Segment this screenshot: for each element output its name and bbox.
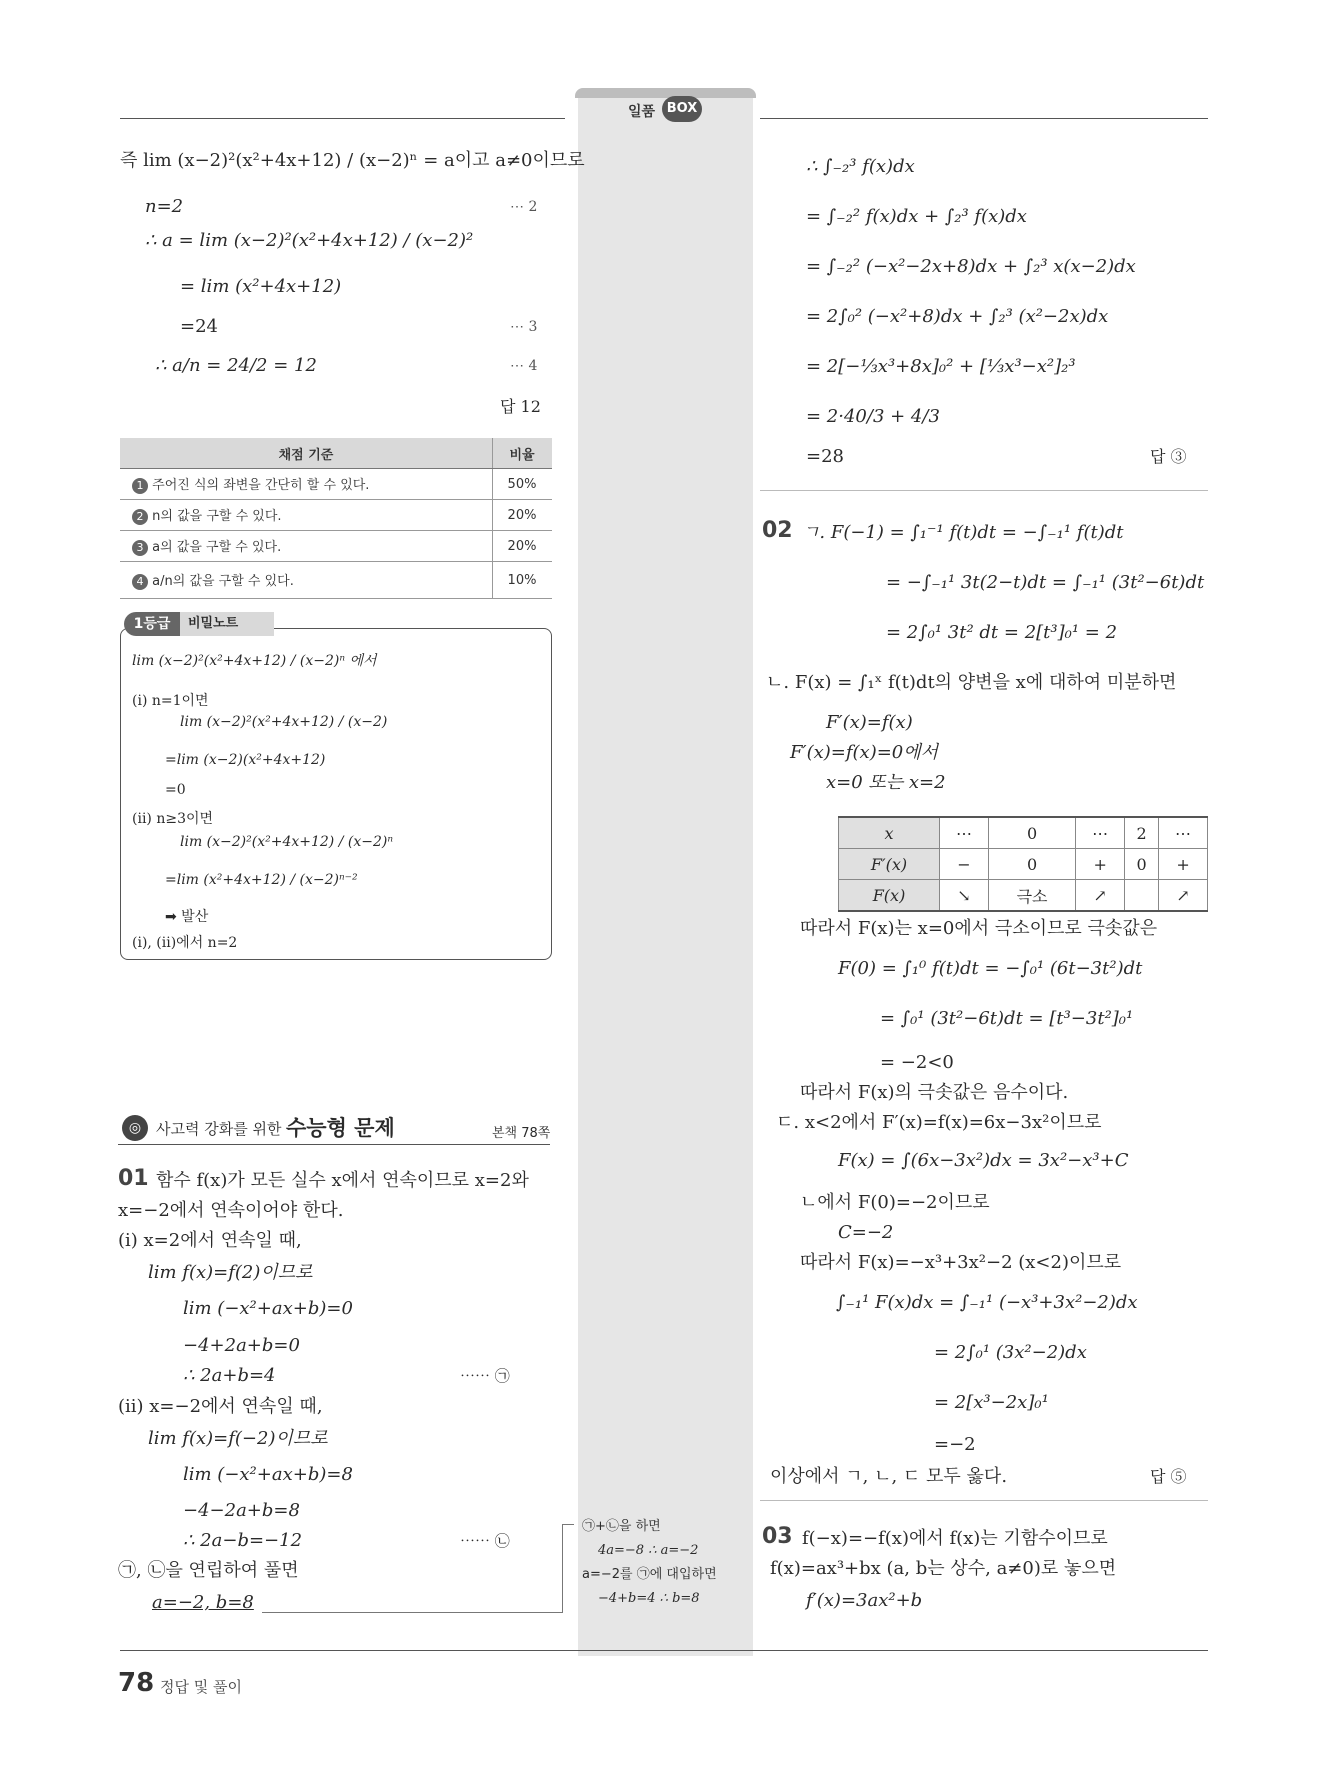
right-line-1: ∴ ∫₋₂³ f(x)dx [806, 156, 915, 177]
p02-line2-5: 따라서 F(x)의 극솟값은 음수이다. [800, 1082, 1069, 1103]
right-line-6: = 2·40/3 + 4/3 [806, 406, 940, 427]
p01-line-1: 함수 f(x)가 모든 실수 x에서 연속이므로 x=2와 [156, 1170, 529, 1191]
connector-v [562, 1524, 563, 1613]
table-row [839, 817, 1208, 849]
marker-4: ⋯ 4 [510, 358, 538, 374]
cell: ↗ [1076, 880, 1125, 912]
note-line-8: =lim (x²+4x+12) / (x−2)ⁿ⁻² [165, 872, 358, 888]
right-line-4: = 2∫₀² (−x²+8)dx + ∫₂³ (x²−2x)dx [806, 306, 1109, 327]
cell: + [1076, 849, 1125, 880]
p03-line-1: f(−x)=−f(x)에서 f(x)는 기함수이므로 [802, 1528, 1108, 1549]
p02-line-4: ㄴ. F(x) = ∫₁ˣ f(t)dt의 양변을 x에 대하여 미분하면 [766, 672, 1177, 693]
divider [760, 1500, 1208, 1501]
page-number: 78 [118, 1668, 155, 1698]
p02-line2-10: 따라서 F(x)=−x³+3x²−2 (x<2)이므로 [800, 1252, 1122, 1273]
score-ratio: 10% [493, 562, 553, 599]
left-line-2: n=2 [145, 196, 184, 217]
note-title: 비밀노트 [180, 612, 274, 636]
header-rule-left [120, 118, 565, 119]
p02-line2-7: F(x) = ∫(6x−3x²)dx = 3x²−x³+C [838, 1150, 1129, 1171]
score-text: n의 값을 구할 수 있다. [152, 509, 282, 525]
section-prefix: 사고력 강화를 위한 [156, 1120, 282, 1138]
box-badge: BOX [662, 96, 702, 122]
p02-line2-8: ㄴ에서 F(0)=−2이므로 [800, 1192, 990, 1213]
cell: ↘ [940, 880, 989, 912]
cell [1125, 880, 1159, 912]
table-row [839, 880, 1208, 912]
p02-line2-12: = 2∫₀¹ (3x²−2)dx [934, 1342, 1087, 1363]
note-line-9: ➡ 발산 [165, 909, 209, 925]
p02-line2-6: ㄷ. x<2에서 F′(x)=f(x)=6x−3x²이므로 [776, 1112, 1102, 1133]
problem-01-number: 01 [118, 1166, 149, 1191]
connector-tip [562, 1524, 574, 1525]
p02-line2-15: 이상에서 ㄱ, ㄴ, ㄷ 모두 옳다. [770, 1466, 1008, 1487]
cell: F′(x) [839, 849, 940, 880]
center-tab [575, 88, 756, 98]
table-row [120, 469, 552, 500]
p02-line-2: = −∫₋₁¹ 3t(2−t)dt = ∫₋₁¹ (3t²−6t)dt [886, 572, 1205, 593]
p02-line2-2: F(0) = ∫₁⁰ f(t)dt = −∫₀¹ (6t−3t²)dt [838, 958, 1143, 979]
note-line-5: =0 [165, 782, 186, 798]
p02-line-1: ㄱ. F(−1) = ∫₁⁻¹ f(t)dt = −∫₋₁¹ f(t)dt [802, 522, 1124, 543]
connector-h [262, 1612, 562, 1613]
score-ratio: 20% [493, 500, 553, 531]
note-badge: 1등급 [124, 612, 180, 636]
p02-line2-13: = 2[x³−2x]₀¹ [934, 1392, 1049, 1413]
p03-line-2: f(x)=ax³+bx (a, b는 상수, a≠0)로 놓으면 [770, 1558, 1117, 1579]
p03-line-3: f′(x)=3ax²+b [806, 1590, 923, 1611]
score-text: a의 값을 구할 수 있다. [152, 540, 282, 556]
left-line-3: ∴ a = lim (x−2)²(x²+4x+12) / (x−2)² [145, 230, 474, 251]
left-line-5: =24 [180, 316, 218, 337]
circle-number: 1 [132, 478, 148, 494]
table-row [120, 531, 552, 562]
section-title: 수능형 문제 [286, 1116, 395, 1140]
p01-line-12: ∴ 2a−b=−12 [183, 1530, 303, 1551]
side-line-1: ㉠+㉡을 하면 [582, 1519, 661, 1534]
p02-line2-14: =−2 [934, 1434, 976, 1455]
cell: ↗ [1159, 880, 1208, 912]
right-line-2: = ∫₋₂² f(x)dx + ∫₂³ f(x)dx [806, 206, 1027, 227]
footer-rule [120, 1650, 1208, 1651]
score-ratio: 20% [493, 531, 553, 562]
cell: ⋯ [1076, 817, 1125, 849]
left-line-4: = lim (x²+4x+12) [180, 276, 342, 297]
note-line-7: lim (x−2)²(x²+4x+12) / (x−2)ⁿ [180, 834, 394, 850]
answer-12: 답 12 [500, 397, 541, 416]
circle-number: 4 [132, 574, 148, 590]
p01-line-13: ㉠, ㉡을 연립하여 풀면 [118, 1560, 299, 1581]
note-line-6: (ii) n≥3이면 [132, 811, 214, 827]
p02-line-7: x=0 또는 x=2 [826, 772, 946, 793]
score-header-criteria: 채점 기준 [120, 438, 493, 469]
p02-line-3: = 2∫₀¹ 3t² dt = 2[t³]₀¹ = 2 [886, 622, 1118, 643]
section-ref: 본책 78쪽 [492, 1126, 551, 1141]
p02-line2-1: 따라서 F(x)는 x=0에서 극소이므로 극솟값은 [800, 918, 1158, 939]
p01-line-8: (ii) x=−2에서 연속일 때, [118, 1396, 323, 1417]
problem-03-number: 03 [762, 1524, 793, 1549]
p02-line2-4: = −2<0 [880, 1052, 954, 1073]
right-line-7: =28 [806, 446, 844, 467]
note-line-1: lim (x−2)²(x²+4x+12) / (x−2)ⁿ 에서 [132, 653, 377, 669]
cell: 0 [988, 849, 1075, 880]
target-icon: ◎ [122, 1115, 148, 1141]
p02-line-5: F′(x)=f(x) [826, 712, 913, 733]
cell: + [1159, 849, 1208, 880]
right-line-5: = 2[−⅓x³+8x]₀² + [⅓x³−x²]₂³ [806, 356, 1076, 377]
p01-line-4: lim f(x)=f(2)이므로 [148, 1262, 313, 1283]
cell: 극소 [988, 880, 1075, 912]
p01-line-3: (i) x=2에서 연속일 때, [118, 1230, 302, 1251]
cell: 2 [1125, 817, 1159, 849]
left-line-6: ∴ a/n = 24/2 = 12 [155, 355, 317, 376]
p01-line-10: lim (−x²+ax+b)=8 [183, 1464, 353, 1485]
table-row [839, 849, 1208, 880]
score-text: a/n의 값을 구할 수 있다. [152, 574, 294, 590]
cell: − [940, 849, 989, 880]
p01-line-9: lim f(x)=f(−2)이므로 [148, 1428, 328, 1449]
table-row [120, 562, 552, 599]
box-label: 일품 [628, 104, 656, 120]
tag-b: ⋯⋯ ㉡ [460, 1532, 510, 1550]
circle-number: 2 [132, 509, 148, 525]
cell: 0 [988, 817, 1075, 849]
circle-number: 3 [132, 540, 148, 556]
cell: 0 [1125, 849, 1159, 880]
marker-2: ⋯ 2 [510, 199, 538, 215]
p01-line-2: x=−2에서 연속이어야 한다. [118, 1200, 344, 1221]
divider [760, 490, 1208, 491]
side-line-3: a=−2를 ㉠에 대입하면 [582, 1567, 717, 1582]
problem-02-number: 02 [762, 518, 793, 543]
marker-3: ⋯ 3 [510, 319, 538, 335]
tag-a: ⋯⋯ ㉠ [460, 1367, 510, 1385]
footer-label: 정답 및 풀이 [160, 1678, 242, 1696]
note-line-4: =lim (x−2)(x²+4x+12) [165, 752, 326, 768]
p01-line-14: a=−2, b=8 [152, 1592, 254, 1613]
left-line-1: 즉 lim (x−2)²(x²+4x+12) / (x−2)ⁿ = a이고 a≠0이므로 [120, 150, 585, 171]
sign-table [838, 816, 1208, 912]
p01-line-5: lim (−x²+ax+b)=0 [183, 1298, 353, 1319]
cell: ⋯ [940, 817, 989, 849]
scoring-table [120, 438, 552, 599]
answer-5: 답 ⑤ [1150, 1467, 1187, 1486]
answer-3: 답 ③ [1150, 447, 1187, 466]
p01-line-6: −4+2a+b=0 [183, 1335, 300, 1356]
side-line-2: 4a=−8 ∴ a=−2 [598, 1543, 699, 1558]
cell: F(x) [839, 880, 940, 912]
p01-line-7: ∴ 2a+b=4 [183, 1365, 276, 1386]
table-row [120, 500, 552, 531]
note-line-10: (i), (ii)에서 n=2 [132, 935, 238, 951]
p01-line-11: −4−2a+b=8 [183, 1500, 300, 1521]
note-line-2: (i) n=1이면 [132, 693, 209, 709]
right-line-3: = ∫₋₂² (−x²−2x+8)dx + ∫₂³ x(x−2)dx [806, 256, 1136, 277]
side-line-4: −4+b=4 ∴ b=8 [598, 1591, 700, 1606]
center-column-band [578, 90, 753, 1656]
score-header-ratio: 비율 [493, 438, 553, 469]
p02-line-6: F′(x)=f(x)=0에서 [790, 742, 939, 763]
p02-line2-3: = ∫₀¹ (3t²−6t)dt = [t³−3t²]₀¹ [880, 1008, 1134, 1029]
score-ratio: 50% [493, 469, 553, 500]
p02-line2-9: C=−2 [838, 1222, 894, 1243]
note-line-3: lim (x−2)²(x²+4x+12) / (x−2) [180, 714, 388, 730]
cell: x [839, 817, 940, 849]
cell: ⋯ [1159, 817, 1208, 849]
p02-line2-11: ∫₋₁¹ F(x)dx = ∫₋₁¹ (−x³+3x²−2)dx [836, 1292, 1138, 1313]
score-text: 주어진 식의 좌변을 간단히 할 수 있다. [152, 478, 370, 494]
header-rule-right [760, 118, 1208, 119]
